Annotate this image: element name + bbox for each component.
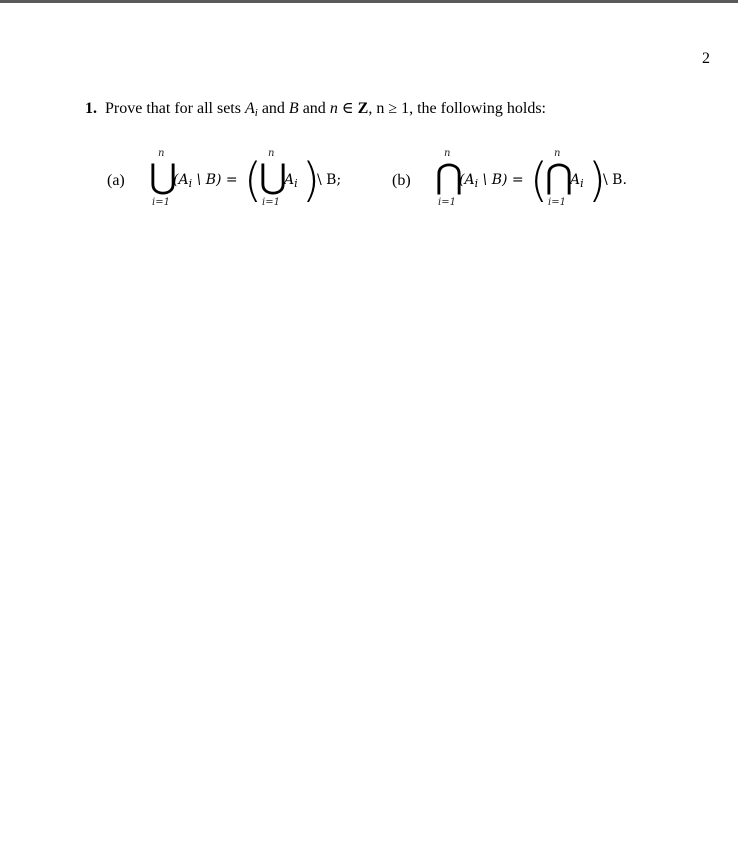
set-a-index: i	[254, 107, 258, 119]
problem-number: 1.	[85, 100, 97, 117]
part-b-formula	[434, 148, 644, 212]
problem-text-lead: Prove that for all sets	[105, 100, 241, 117]
n-in: n ∈	[329, 100, 354, 117]
part-a-open-paren: (	[244, 153, 262, 207]
part-b-rhs-lower-limit: i=1	[548, 197, 566, 208]
part-a-lhs-expression	[173, 172, 238, 192]
integers-symbol: Z	[357, 100, 369, 117]
part-b-rhs-set	[570, 172, 584, 192]
part-b-close-paren: )	[588, 153, 606, 207]
part-b-lhs-expression	[459, 172, 524, 192]
problem-text-and: and	[261, 100, 285, 117]
part-a-rhs-union-operator: ⋃	[259, 157, 287, 197]
part-b-rhs-tail: \ B.	[603, 172, 627, 188]
part-b-lhs-lower-limit: i=1	[438, 197, 456, 208]
set-b-symbol: B	[288, 100, 299, 117]
part-a-rhs-lower-limit: i=1	[262, 197, 280, 208]
part-a-rhs-set	[284, 172, 298, 192]
part-a-lhs-set: (A	[173, 172, 189, 188]
set-a-symbol: A	[244, 100, 255, 117]
part-a-lhs-union-operator: ⋃	[149, 157, 177, 197]
part-a-lhs-index: i	[188, 177, 193, 190]
part-b-lhs-intersection-operator: ⋂	[435, 157, 463, 197]
problem-text-and-2: and	[302, 100, 326, 117]
part-a-label: (a)	[107, 172, 125, 189]
part-a-lhs-tail: \ B) =	[192, 172, 238, 188]
part-b-lhs-set: (A	[459, 172, 475, 188]
part-b-lhs-index: i	[474, 177, 479, 190]
part-a-lhs-upper-limit: n	[158, 148, 165, 159]
part-a-rhs-upper-limit: n	[268, 148, 275, 159]
page-top-border	[0, 0, 738, 3]
part-b-open-paren: (	[530, 153, 548, 207]
part-b-rhs-upper-limit: n	[554, 148, 561, 159]
part-a-lhs-lower-limit: i=1	[152, 197, 170, 208]
part-a-rhs-tail: \ B;	[317, 172, 342, 188]
problem-text-condition: , n ≥ 1, the following holds:	[368, 100, 546, 117]
part-a-close-paren: )	[302, 153, 320, 207]
part-b-rhs-intersection-operator: ⋂	[545, 157, 573, 197]
part-a-formula	[148, 148, 358, 212]
part-a-rhs-index: i	[294, 177, 298, 190]
part-b-lhs-upper-limit: n	[444, 148, 451, 159]
part-b-lhs-tail: \ B) =	[478, 172, 524, 188]
problem-statement	[85, 98, 546, 119]
part-a-rhs-set-letter: A	[284, 172, 295, 188]
part-b-rhs-index: i	[580, 177, 584, 190]
part-b-rhs-set-letter: A	[570, 172, 581, 188]
part-b-label: (b)	[392, 172, 411, 189]
page-number: 2	[702, 50, 710, 67]
